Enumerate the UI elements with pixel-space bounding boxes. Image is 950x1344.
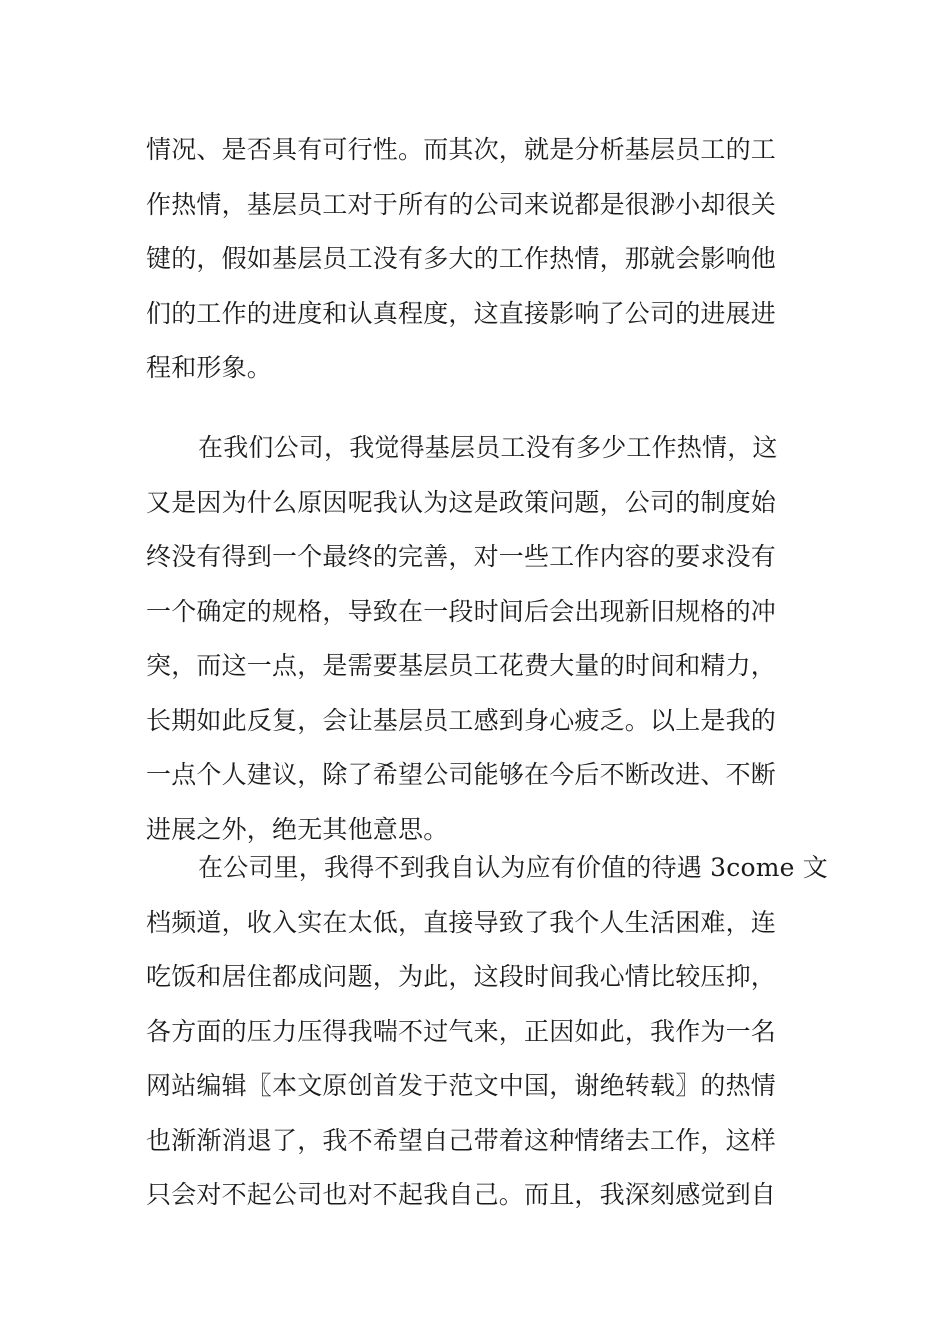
paragraph-line: 键的，假如基层员工没有多大的工作热情，那就会影响他 xyxy=(146,244,777,273)
paragraph-line: 在公司里，我得不到我自认为应有价值的待遇 3come 文 xyxy=(198,853,828,882)
paragraph-1 xyxy=(146,123,812,396)
paragraph-line: 长期如此反复，会让基层员工感到身心疲乏。以上是我的 xyxy=(146,705,777,735)
paragraph-2 xyxy=(146,421,812,857)
paragraph-line: 又是因为什么原因呢我认为这是政策问题，公司的制度始 xyxy=(146,487,777,517)
paragraph-line: 也渐渐消退了，我不希望自己带着这种情绪去工作，这样 xyxy=(146,1125,777,1155)
paragraph-line: 在我们公司，我觉得基层员工没有多少工作热情，这 xyxy=(198,433,778,462)
paragraph-line: 一点个人建议，除了希望公司能够在今后不断改进、不断 xyxy=(146,760,777,789)
paragraph-line: 情况、是否具有可行性。而其次，就是分析基层员工的工 xyxy=(146,135,777,164)
paragraph-3 xyxy=(146,841,828,1223)
paragraph-line: 一个确定的规格，导致在一段时间后会出现新旧规格的冲 xyxy=(146,596,777,626)
paragraph-line: 只会对不起公司也对不起我自己。而且，我深刻感觉到自 xyxy=(146,1180,777,1209)
paragraph-line: 各方面的压力压得我喘不过气来，正因如此，我作为一名 xyxy=(146,1016,777,1046)
paragraph-line: 程和形象。 xyxy=(146,353,273,382)
paragraph-line: 进展之外，绝无其他意思。 xyxy=(146,814,449,844)
paragraph-line: 作热情，基层员工对于所有的公司来说都是很渺小却很关 xyxy=(146,189,777,219)
paragraph-line: 档频道，收入实在太低，直接导致了我个人生活困难，连 xyxy=(146,907,777,937)
paragraph-line: 突，而这一点，是需要基层员工花费大量的时间和精力， xyxy=(146,651,777,680)
paragraph-line: 吃饭和居住都成问题，为此，这段时间我心情比较压抑， xyxy=(146,962,777,991)
paragraph-line: 网站编辑〖本文原创首发于范文中国，谢绝转载〗的热情 xyxy=(146,1071,777,1100)
paragraph-line: 终没有得到一个最终的完善，对一些工作内容的要求没有 xyxy=(146,542,777,571)
paragraph-line: 们的工作的进度和认真程度，这直接影响了公司的进展进 xyxy=(146,298,777,328)
